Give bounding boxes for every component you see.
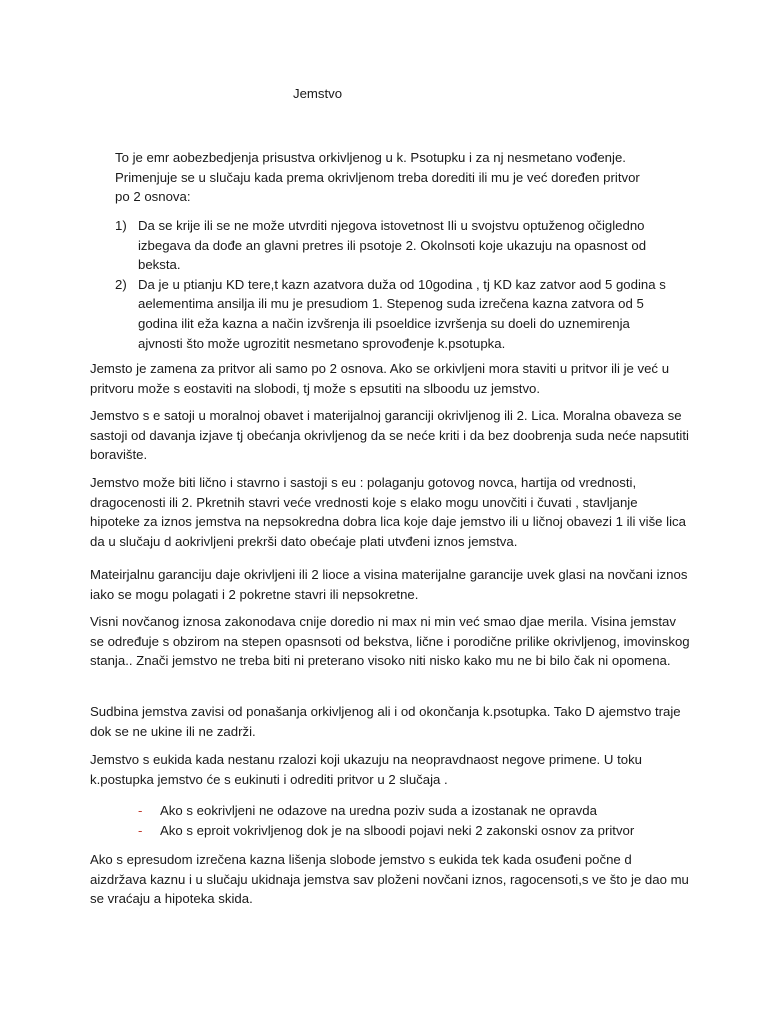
document-title: Jemstvo [293,86,343,101]
dash-item [138,801,698,821]
dash-marker: - [138,803,143,818]
paragraph: Sudbina jemstva zavisi od ponašanja orkivljenog ali i od okončanja k.psotupka. Tako D ajemstvo traje dok se ne ukine ili ne zadrži. [90,704,681,739]
paragraph: Mateirjalnu garanciju daje okrivljeni ili 2 lioce a visina materijalne garancije uvek glasi na novčani iznos iako se mogu polagati i 2 pokretne stavri ili nepsokretne. [90,567,688,602]
dash-item [138,821,698,841]
paragraph: Jemstvo može biti lično i stavrno i sastoji s eu : polaganju gotovog novca, hartija od vrednosti, dragocenosti ili 2. Pkretnih stavri veće vrednosti koje s elako mogu unovčiti i čuvati , stavljanje hipoteke za iznos jemstva na nepsokredna dobra lica koje daje jemstvo ili u ličnoj obavezi 1 ili više lica da u slučaju d aokrivljeni prekrši dato obećaje plati utvđeni iznos jemstva. [90,475,686,549]
paragraph: Jemsto je zamena za pritvor ali samo po 2 osnova. Ako se orkivljeni mora staviti u pritvor ili je već u pritvoru može s eostaviti na slobodi, tj može s epsutiti na slboodu uz jemstvo. [90,361,670,396]
paragraph: Visni novčanog iznosa zakonodava cnije doredio ni max ni min već smao djae merila. Visina jemstav se određuje s obzirom na stepen opasnsoti od bekstva, lične i porodične prilike okrivljenog, imovinskog stanja.. Znači jemstvo ne treba biti ni preterano visoko niti nisko kako mu ne bi bilo čak ni opomena. [90,614,690,669]
dash-item-text: Ako s eokrivljeni ne odazove na uredna poziv suda a izostanak ne opravda [160,803,597,818]
paragraph: Jemstvo s e satoji u moralnoj obavet i materijalnoj garanciji okrivljenog ili 2. Lica. Moralna obaveza se sastoji od davanja izjave tj obećanja okrivljenog da se neće kriti i da bez doobrenja suda neće napsutiti boravište. [90,408,689,463]
closing-paragraph: Ako s epresudom izrečena kazna lišenja slobode jemstvo s eukida tek kada osuđeni počne d aizdržava kaznu i u slučaju ukidnaja jemstva sav ploženi novčani iznos, ragocensoti,s ve što je dao mu se vraćaju a hipoteka skida. [90,852,689,907]
numbered-item [115,216,675,275]
list-marker: 1) [115,218,127,233]
dash-item-text: Ako s eproit vokrivljenog dok je na slboodi pojavi neki 2 zakonski osnov za pritvor [160,822,635,838]
dash-list [138,801,698,840]
list-marker: 2) [115,276,127,292]
paragraph: Jemstvo s eukida kada nestanu rzalozi koji ukazuju na neopravdnaost negove primene. U toku k.postupka jemstvo će s eukinuti i odrediti pritvor u 2 slučaja . [90,752,643,787]
numbered-list [115,216,675,353]
numbered-item-text: Da se krije ili se ne može utvrditi njegova istovetnost Ili u svojstvu optuženog očigledno izbegava da dođe an glavni pretres ili psotoje 2. Okolnsoti koje ukazuju na opasnost od beksta. [138,218,647,273]
numbered-item-text: Da je u ptianju KD tere,t kazn azatvora duža od 10godina , tj KD kaz zatvor aod 5 godina s aelementima ansilja ili mu je presudiom 1. Stepenog suda izrečena kazna zatvora od 5 godina ilit eža kazna a način izvšrenja ili psoeldice izvršenja su doeli do uznemirenja ajvnosti što može ugrozitit nesmetano sprovođenje k.psotupka. [138,276,666,351]
numbered-item [115,275,675,353]
dash-marker: - [138,822,143,838]
intro-paragraph: To je emr aobezbedjenja prisustva orkivljenog u k. Psotupku i za nj nesmetano vođenje. Primenjuje se u slučaju kada prema okrivljenom treba dorediti ili mu je već doređen pritvor po 2 osnova: [115,150,640,205]
